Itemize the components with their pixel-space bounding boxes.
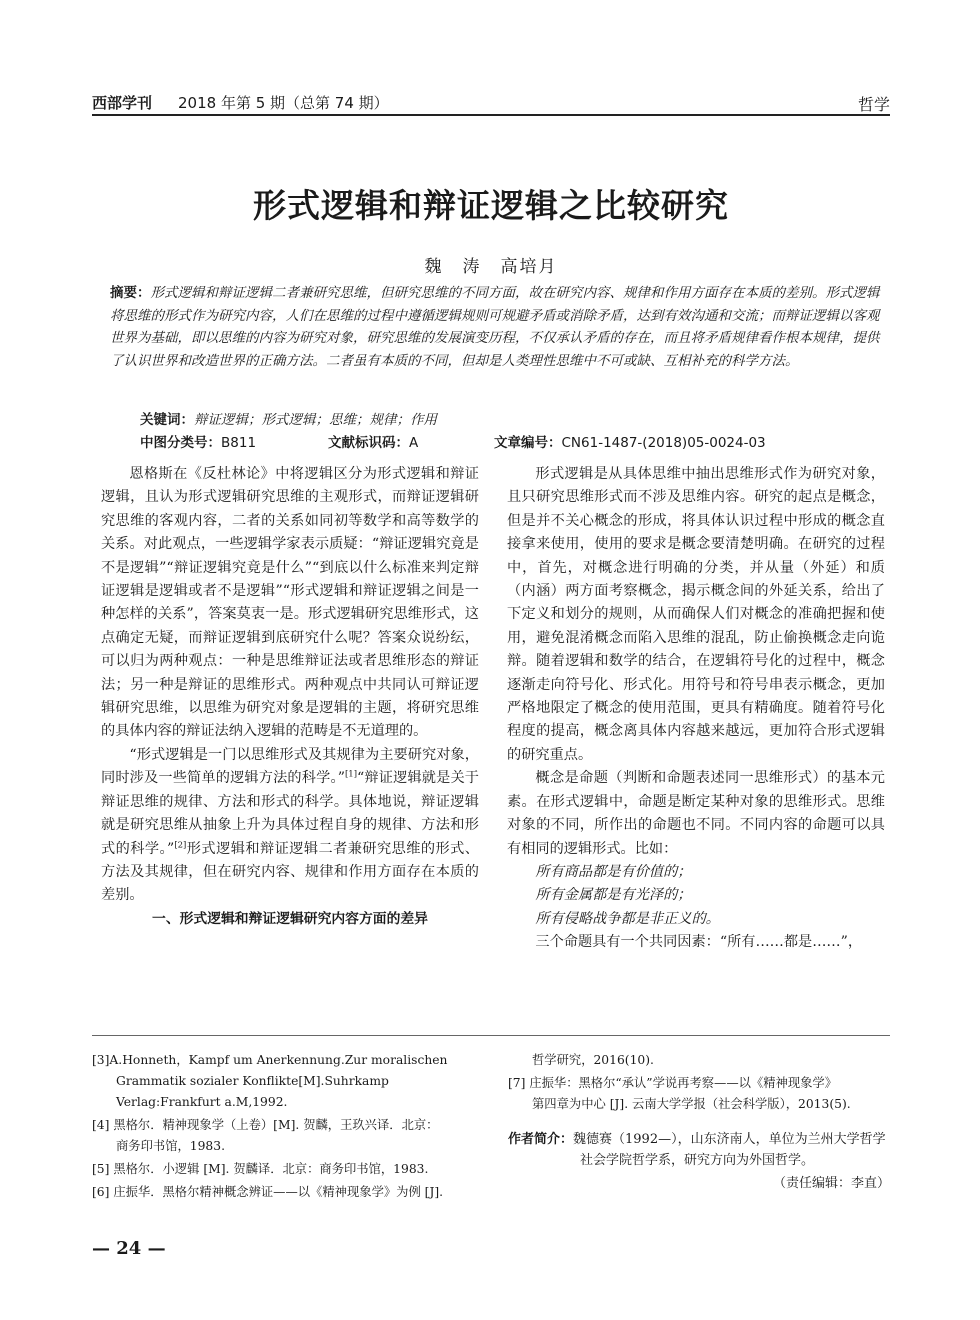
article-value: CN61-1487-(2018)05-0024-03 (561, 435, 766, 451)
body-paragraph (101, 744, 479, 908)
article-number (494, 432, 766, 454)
example-proposition: 所有商品都是有价值的； (535, 863, 692, 880)
reference-item: [7] 庄振华：黑格尔“承认”学说再考察——以《精神现象学》 第四章为中心 [J]. 云南大学学报（社会科学版），2013(5). (508, 1076, 851, 1111)
author-bio-text: 魏德赛（1992—），山东济南人，单位为兰州大学哲学社会学院哲学系，研究方向为外国哲学。 (573, 1132, 886, 1168)
clc-number (140, 432, 256, 454)
body-text: 形式逻辑和辩证逻辑二者兼研究思维的形式、方法及其规律，但在研究内容、规律和作用方面存在本质的差别。 (101, 840, 479, 904)
abstract (110, 282, 880, 372)
abstract-label: 摘要： (110, 285, 151, 301)
doc-value: A (409, 435, 419, 451)
article-authors: 魏 涛 高培月 (424, 257, 558, 277)
references-left (92, 1050, 482, 1205)
keywords-label: 关键词： (140, 412, 194, 428)
article-label: 文章编号： (494, 435, 562, 451)
doc-code (328, 432, 418, 454)
body-paragraph: 三个命题具有一个共同因素：“所有……都是……”， (535, 934, 863, 951)
body-column-right (507, 463, 885, 955)
keywords-text: 辩证逻辑；形式逻辑；思维；规律；作用 (194, 412, 437, 428)
abstract-text: 形式逻辑和辩证逻辑二者兼研究思维，但研究思维的不同方面，故在研究内容、规律和作用方面存在本质的差别。形式逻辑将思维的形式作为研究内容，人们在思维的过程中遵循逻辑规则可规避矛盾或消除矛盾，达到有效沟通和交流；而辩证逻辑以客观世界为基础，即以思维的内容为研究对象，研究思维的发展演变历程，不仅承认矛盾的存在，而且将矛盾规律看作根本规律，提供了认识世界和改造世界的正确方法。二者虽有本质的不同，但却是人类理性思维中不可或缺、互相补充的科学方法。 (110, 285, 880, 369)
reference-item: [3]A.Honneth，Kampf um Anerkennung.Zur moralischen Grammatik sozialer Konflikte[M].Suhrkamp Verlag:Frankfurt a.M,1992. (92, 1053, 448, 1109)
clc-label: 中图分类号： (140, 435, 221, 451)
clc-value: B811 (221, 435, 257, 451)
section-label: 哲学 (857, 95, 890, 114)
references-divider (92, 1035, 890, 1036)
quote-text: “形式逻辑是一门以思维形式及其规律为主要研究对象，同时涉及一些简单的逻辑方法的科学。” (101, 746, 479, 787)
journal-name: 西部学刊 (92, 94, 153, 112)
responsible-editor: （责任编辑：李直） (772, 1176, 890, 1191)
header-rule (92, 114, 890, 116)
reference-item: [6] 庄振华．黑格尔精神概念辨证——以《精神现象学》为例 [J]. (92, 1185, 444, 1199)
reference-item: [4] 黑格尔．精神现象学（上卷）[M]. 贺麟，王玖兴译．北京： 商务印书馆，1983. (92, 1118, 439, 1153)
quote-text: “辩证逻辑就是关于辩证思维的规律、方法和形式的科学。具体地说，辩证逻辑就是研究思维从抽象上升为具体过程自身的规律、方法和形式的科学。” (101, 770, 479, 857)
keywords (140, 409, 880, 431)
author-bio-label: 作者简介： (508, 1132, 574, 1147)
reference-continuation: 哲学研究，2016(10). (532, 1053, 654, 1067)
issue-info: 2018 年第 5 期（总第 74 期） (178, 94, 389, 112)
reference-item: [5] 黑格尔．小逻辑 [M]. 贺麟译．北京：商务印书馆，1983. (92, 1162, 429, 1176)
body-paragraph: 形式逻辑是从具体思维中抽出思维形式作为研究对象，且只研究思维形式而不涉及思维内容。研究的起点是概念，但是并不关心概念的形成，将具体认识过程中形成的概念直接拿来使用，使用的要求是概念要清楚明确。在研究的过程中，首先，对概念进行明确的分类，并从量（外延）和质（内涵）两方面考察概念，揭示概念间的外延关系，给出了下定义和划分的规则，从而确保人们对概念的准确把握和使用，避免混淆概念而陷入思维的混乱，防止偷换概念走向诡辩。随着逻辑和数学的结合，在逻辑符号化的过程中，概念逐渐走向符号化、形式化。用符号和符号串表示概念，更加严格地限定了概念的使用范围，更具有精确度。随着符号化程度的提高，概念离具体内容越来越远，更加符合形式逻辑的研究重点。 (507, 466, 885, 763)
body-paragraph: 恩格斯在《反杜林论》中将逻辑区分为形式逻辑和辩证逻辑，且认为形式逻辑研究思维的主观形式，而辩证逻辑研究思维的客观内容，二者的关系如同初等数学和高等数学的关系。对此观点，一些逻辑学家表示质疑：“辩证逻辑究竟是不是逻辑”“辩证逻辑究竟是什么”“到底以什么标准来判定辩证逻辑是逻辑或者不是逻辑”“形式逻辑和辩证逻辑之间是一种怎样的关系”，答案莫衷一是。形式逻辑研究思维形式，这点确定无疑，而辩证逻辑到底研究什么呢？答案众说纷纭，可以归为两种观点：一种是思维辩证法或者思维形态的辩证法；另一种是辩证的思维形式。两种观点中共同认可辩证逻辑研究思维，以思维为研究对象是逻辑的主题，将研究思维的具体内容的辩证法纳入逻辑的范畴是不无道理的。 (101, 466, 479, 740)
running-header (92, 86, 890, 116)
body-paragraph: 概念是命题（判断和命题表述同一思维形式）的基本元素。在形式逻辑中，命题是断定某种对象的思维形式。思维对象的不同，所作出的命题也不同。不同内容的命题可以具有相同的逻辑形式。比如： (507, 770, 885, 857)
example-proposition: 所有金属都是有光泽的； (535, 887, 692, 904)
article-title: 形式逻辑和辩证逻辑之比较研究 (253, 186, 729, 225)
references-right (508, 1050, 890, 1194)
page-number: — 24 — (92, 1238, 166, 1259)
example-proposition: 所有侵略战争都是非正义的。 (535, 910, 720, 927)
section-heading: 一、形式逻辑和辩证逻辑研究内容方面的差异 (152, 910, 428, 927)
body-column-left (101, 463, 479, 931)
citation-marker: [1] (344, 769, 358, 780)
author-bio (508, 1129, 890, 1171)
doc-label: 文献标识码： (328, 435, 409, 451)
citation-marker: [2] (174, 839, 187, 850)
